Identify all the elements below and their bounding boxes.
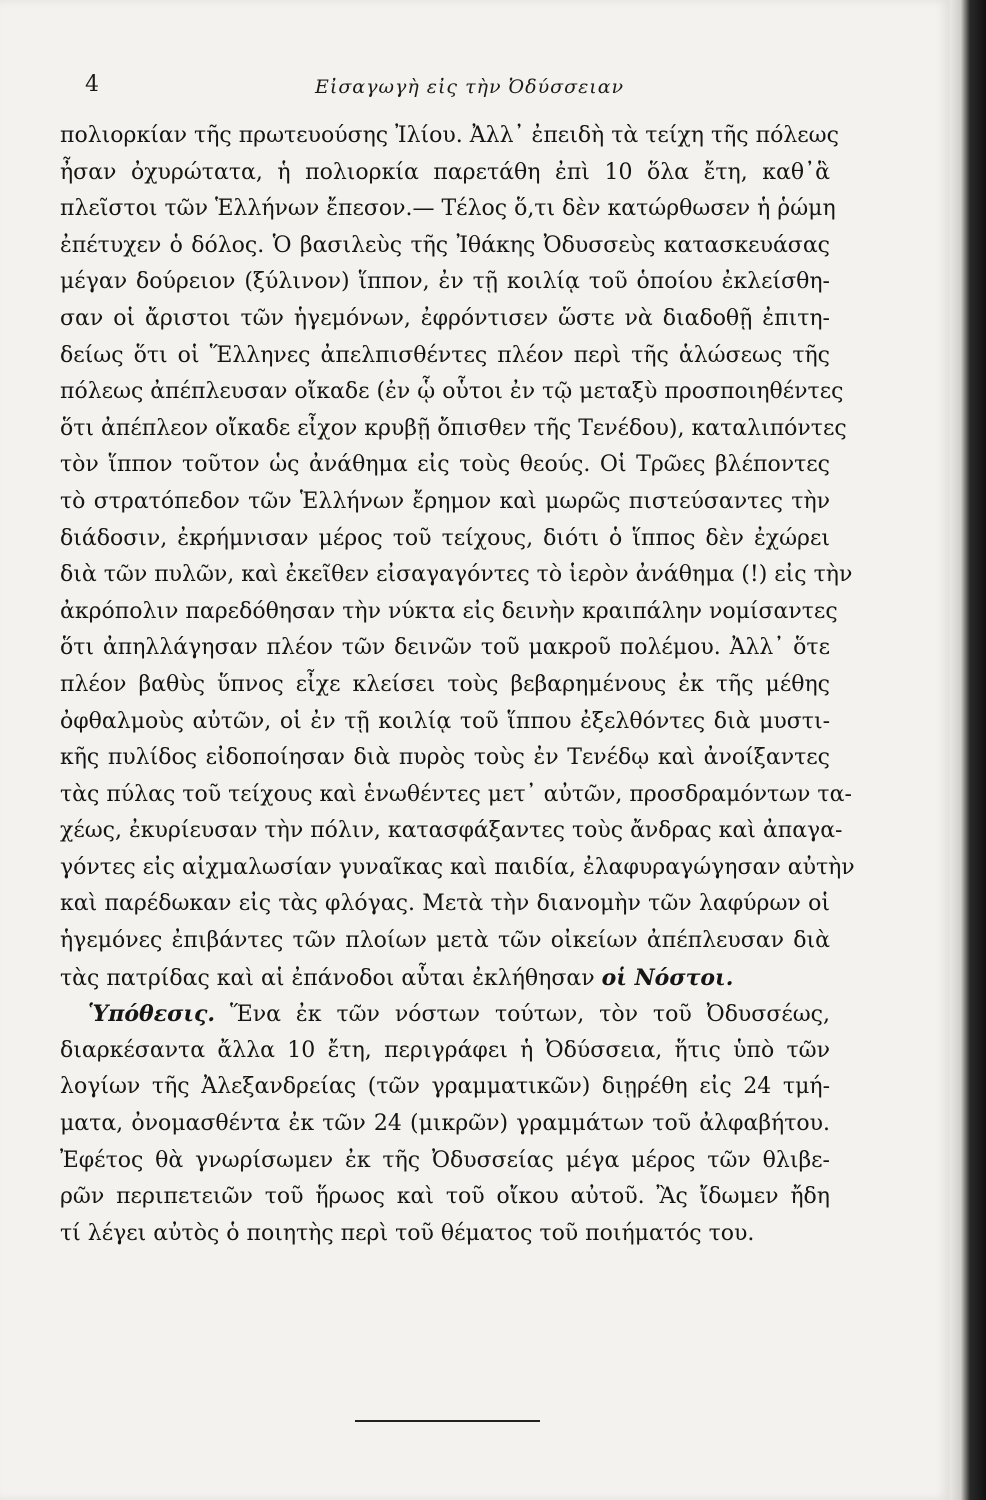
text-line: χέως, ἐκυρίευσαν τὴν πόλιν, κατασφάξαντες τοὺς ἄνδρας καὶ ἀπαγα- — [60, 818, 843, 844]
text-line: Ἐφέτος θὰ γνωρίσωμεν ἐκ τῆς Ὀδυσσείας μέγα μέρος τῶν θλιβε- — [60, 1147, 830, 1173]
text-line: σαν οἱ ἄριστοι τῶν ἡγεμόνων, ἐφρόντισεν ὥστε νὰ διαδοθῇ ἐπιτη- — [60, 305, 830, 331]
text-line: ὀφθαλμοὺς αὐτῶν, οἱ ἐν τῇ κοιλίᾳ τοῦ ἵππου ἐξελθόντες διὰ μυστι- — [60, 708, 830, 734]
text-line: δείως ὅτι οἱ Ἕλληνες ἀπελπισθέντες πλέον περὶ τῆς ἁλώσεως τῆς — [60, 342, 830, 368]
section-divider — [355, 1420, 540, 1422]
text-line: κῆς πυλίδος εἰδοποίησαν διὰ πυρὸς τοὺς ἐν Τενέδῳ καὶ ἀνοίξαντες — [60, 745, 830, 771]
text-line: διάδοσιν, ἐκρήμνισαν μέρος τοῦ τείχους, διότι ὁ ἵππος δὲν ἐχώρει — [60, 525, 830, 551]
text-line: ματα, ὀνομασθέντα ἐκ τῶν 24 (μικρῶν) γραμμάτων τοῦ ἀλφαβήτου. — [60, 1111, 830, 1137]
text-line: ἐπέτυχεν ὁ δόλος. Ὁ βασιλεὺς τῆς Ἰθάκης Ὀδυσσεὺς κατασκευάσας — [60, 232, 830, 258]
page-header — [85, 72, 885, 102]
text-line: γόντες εἰς αἰχμαλωσίαν γυναῖκας καὶ παιδία, ἐλαφυραγώγησαν αὐτὴν — [60, 854, 855, 880]
text-line: πλέον βαθὺς ὕπνος εἶχε κλείσει τοὺς βεβαρημένους ἐκ τῆς μέθης — [60, 671, 830, 697]
text-line: διὰ τῶν πυλῶν, καὶ ἐκεῖθεν εἰσαγαγόντες τὸ ἱερὸν ἀνάθημα (!) εἰς τὴν — [60, 562, 853, 588]
text-line: ἡγεμόνες ἐπιβάντες τῶν πλοίων μετὰ τῶν οἰκείων ἀπέπλευσαν διὰ — [60, 928, 830, 954]
text-line: μέγαν δούρειον (ξύλινον) ἵππον, ἐν τῇ κοιλίᾳ τοῦ ὁποίου ἐκλείσθη- — [60, 269, 830, 295]
text-line: τὰς πύλας τοῦ τείχους καὶ ἑνωθέντες μετ᾿ αὐτῶν, προσδραμόντων τα- — [60, 781, 852, 807]
line-text: τὰς πατρίδας καὶ αἱ ἐπάνοδοι αὗται ἐκλήθησαν — [60, 965, 595, 991]
body-text — [60, 118, 855, 1252]
text-line — [60, 960, 830, 997]
page-number: 4 — [85, 72, 99, 97]
text-line: ὅτι ἀπηλλάγησαν πλέον τῶν δεινῶν τοῦ μακροῦ πολέμου. Ἀλλ᾿ ὅτε — [60, 635, 830, 661]
text-line: ἀκρόπολιν παρεδόθησαν τὴν νύκτα εἰς δεινὴν κραιπάλην νομίσαντες — [60, 598, 838, 624]
text-line: τὸ στρατόπεδον τῶν Ἑλλήνων ἔρημον καὶ μωρῶς πιστεύσαντες τὴν — [60, 488, 830, 514]
text-line — [60, 996, 830, 1033]
bold-term-nostoi: οἱ Νόστοι. — [601, 964, 734, 991]
scan-edge — [950, 0, 986, 1500]
text-line: τὸν ἵππον τοῦτον ὡς ἀνάθημα εἰς τοὺς θεούς. Οἱ Τρῶες βλέποντες — [60, 452, 830, 478]
text-line: πολιορκίαν τῆς πρωτευούσης Ἰλίου. Ἀλλ᾿ ἐπειδὴ τὰ τείχη τῆς πόλεως — [60, 123, 839, 148]
line-text: Ἕνα ἐκ τῶν νόστων τούτων, τὸν τοῦ Ὀδυσσέως, — [229, 1002, 830, 1028]
text-line: τί λέγει αὐτὸς ὁ ποιητὴς περὶ τοῦ θέματος τοῦ ποιήματός του. — [60, 1220, 755, 1246]
text-line: καὶ παρέδωκαν εἰς τὰς φλόγας. Μετὰ τὴν διανομὴν τῶν λαφύρων οἱ — [60, 891, 830, 917]
text-line: ὅτι ἀπέπλεον οἴκαδε εἶχον κρυβῇ ὄπισθεν τῆς Τενέδου), καταλιπόντες — [60, 415, 847, 441]
text-line: διαρκέσαντα ἄλλα 10 ἔτη, περιγράφει ἡ Ὀδύσσεια, ἥτις ὑπὸ τῶν — [60, 1037, 830, 1063]
text-line: λογίων τῆς Ἀλεξανδρείας (τῶν γραμματικῶν) διῃρέθη εἰς 24 τμή- — [60, 1074, 830, 1100]
text-line: πλεῖστοι τῶν Ἑλλήνων ἔπεσον.— Τέλος ὅ,τι δὲν κατώρθωσεν ἡ ῥώμη — [60, 196, 836, 222]
text-line: ἦσαν ὀχυρώτατα, ἡ πολιορκία παρετάθη ἐπὶ 10 ὅλα ἔτη, καθ᾿ἃ — [60, 159, 830, 185]
running-title: Εἰσαγωγὴ εἰς τὴν Ὀδύσσειαν — [315, 76, 625, 98]
text-line: πόλεως ἀπέπλευσαν οἴκαδε (ἐν ᾧ οὗτοι ἐν τῷ μεταξὺ προσποιηθέντες — [60, 379, 844, 405]
text-line: ρῶν περιπετειῶν τοῦ ἥρωος καὶ τοῦ οἴκου αὐτοῦ. Ἂς ἴδωμεν ἤδη — [60, 1184, 830, 1210]
section-heading: Ὑπόθεσις. — [88, 1001, 216, 1028]
